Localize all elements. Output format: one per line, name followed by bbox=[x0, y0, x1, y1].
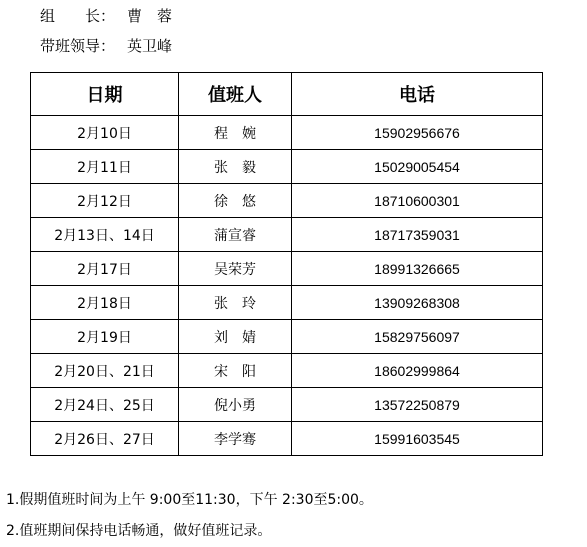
date-cell: 2月13日、14日 bbox=[31, 218, 179, 252]
note-duty-hours: 1.假期值班时间为上午 9:00至11:30，下午 2:30至5:00。 bbox=[6, 492, 373, 508]
person-cell: 倪小勇 bbox=[179, 388, 292, 422]
date-cell: 2月19日 bbox=[31, 320, 179, 354]
date-cell: 2月26日、27日 bbox=[31, 422, 179, 456]
group-leader-name: 曹 蓉 bbox=[127, 7, 173, 25]
table-row bbox=[31, 422, 543, 456]
table-row bbox=[31, 116, 543, 150]
group-leader-line bbox=[40, 6, 172, 26]
phone-cell: 15902956676 bbox=[292, 116, 543, 150]
person-cell: 张 玲 bbox=[179, 286, 292, 320]
date-cell: 2月18日 bbox=[31, 286, 179, 320]
duty-schedule-table bbox=[30, 72, 543, 456]
table-header-row bbox=[31, 73, 543, 116]
table-row bbox=[31, 218, 543, 252]
shift-leader-label: 带班领导： bbox=[40, 37, 116, 55]
column-header-date: 日期 bbox=[31, 73, 179, 116]
date-cell: 2月11日 bbox=[31, 150, 179, 184]
column-header-person: 值班人 bbox=[179, 73, 292, 116]
person-cell: 吴荣芳 bbox=[179, 252, 292, 286]
table-row bbox=[31, 252, 543, 286]
table-row bbox=[31, 388, 543, 422]
phone-cell: 18710600301 bbox=[292, 184, 543, 218]
date-cell: 2月24日、25日 bbox=[31, 388, 179, 422]
shift-leader-line bbox=[40, 36, 172, 56]
person-cell: 张 毅 bbox=[179, 150, 292, 184]
phone-cell: 13909268308 bbox=[292, 286, 543, 320]
phone-cell: 15029005454 bbox=[292, 150, 543, 184]
table-row bbox=[31, 320, 543, 354]
phone-cell: 18717359031 bbox=[292, 218, 543, 252]
phone-cell: 18991326665 bbox=[292, 252, 543, 286]
person-cell: 程 婉 bbox=[179, 116, 292, 150]
shift-leader-name: 英卫峰 bbox=[127, 37, 173, 55]
note-keep-phone-open: 2.值班期间保持电话畅通，做好值班记录。 bbox=[6, 523, 272, 539]
table-row bbox=[31, 184, 543, 218]
person-cell: 李学骞 bbox=[179, 422, 292, 456]
date-cell: 2月12日 bbox=[31, 184, 179, 218]
table-row bbox=[31, 354, 543, 388]
person-cell: 徐 悠 bbox=[179, 184, 292, 218]
phone-cell: 18602999864 bbox=[292, 354, 543, 388]
phone-cell: 15991603545 bbox=[292, 422, 543, 456]
person-cell: 宋 阳 bbox=[179, 354, 292, 388]
table-row bbox=[31, 286, 543, 320]
table-row bbox=[31, 150, 543, 184]
group-leader-label: 组 长： bbox=[40, 7, 116, 25]
phone-cell: 15829756097 bbox=[292, 320, 543, 354]
date-cell: 2月20日、21日 bbox=[31, 354, 179, 388]
column-header-phone: 电话 bbox=[292, 73, 543, 116]
date-cell: 2月17日 bbox=[31, 252, 179, 286]
phone-cell: 13572250879 bbox=[292, 388, 543, 422]
date-cell: 2月10日 bbox=[31, 116, 179, 150]
person-cell: 刘 婧 bbox=[179, 320, 292, 354]
person-cell: 蒲宣睿 bbox=[179, 218, 292, 252]
